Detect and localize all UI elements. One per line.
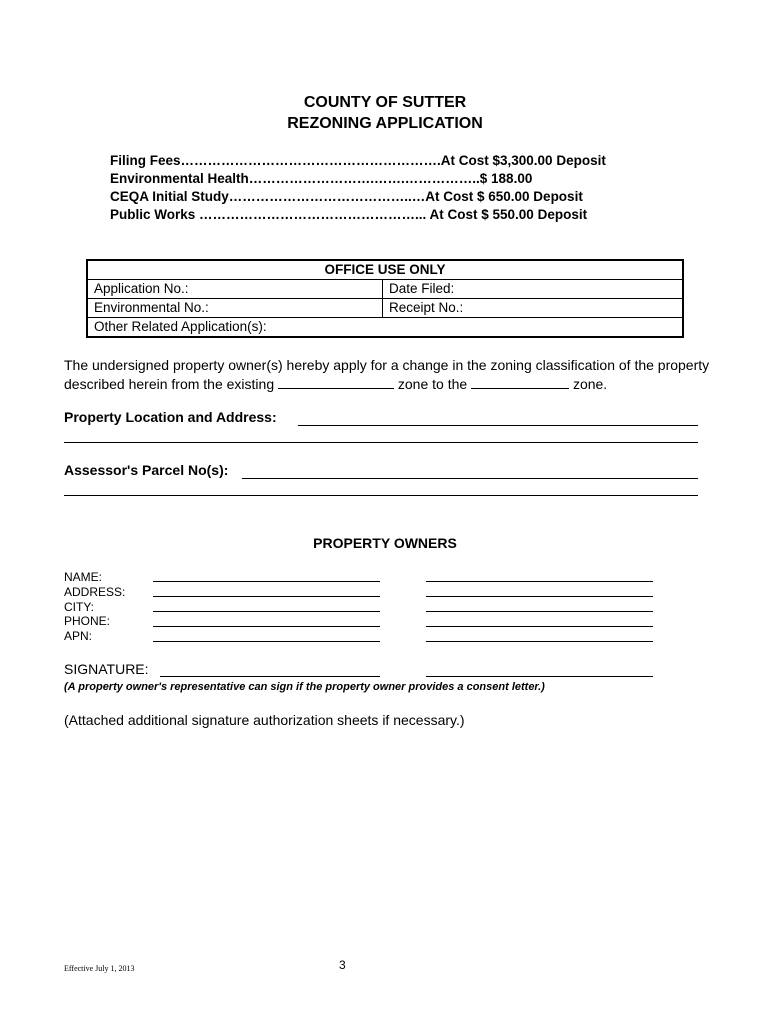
date-filed-field[interactable]: Date Filed: (383, 280, 684, 299)
owner2-name-line[interactable] (426, 581, 653, 582)
owner-address-label: ADDRESS: (64, 585, 126, 599)
signature-label: SIGNATURE: (64, 661, 149, 677)
office-use-heading: OFFICE USE ONLY (87, 260, 683, 280)
environmental-no-field[interactable]: Environmental No.: (87, 299, 383, 318)
assessors-parcel-line[interactable] (242, 478, 698, 479)
assessors-parcel-label: Assessor's Parcel No(s): (64, 462, 229, 478)
owner1-phone-line[interactable] (153, 626, 380, 627)
owner2-apn-line[interactable] (426, 641, 653, 642)
attached-sheets-note: (Attached additional signature authorization sheets if necessary.) (64, 712, 465, 728)
page-number: 3 (339, 958, 346, 972)
statement-text-2: zone to the (394, 376, 472, 392)
form-title: REZONING APPLICATION (287, 115, 483, 132)
owner-name-label: NAME: (64, 570, 103, 584)
owner1-address-line[interactable] (153, 596, 380, 597)
owner2-city-line[interactable] (426, 611, 653, 612)
assessors-parcel-line-2[interactable] (64, 495, 698, 496)
owner1-apn-line[interactable] (153, 641, 380, 642)
application-no-field[interactable]: Application No.: (87, 280, 383, 299)
county-title: COUNTY OF SUTTER (303, 94, 467, 111)
property-location-line[interactable] (298, 425, 698, 426)
property-owners-heading: PROPERTY OWNERS (313, 535, 457, 551)
owner2-signature-line[interactable] (426, 676, 653, 677)
owner-city-label: CITY: (64, 600, 95, 614)
owner-apn-label: APN: (64, 629, 93, 643)
receipt-no-field[interactable]: Receipt No.: (383, 299, 684, 318)
effective-date: Effective July 1, 2013 (64, 964, 135, 973)
owner1-signature-line[interactable] (160, 676, 380, 677)
property-location-label: Property Location and Address: (64, 409, 277, 425)
fee-ceqa: CEQA Initial Study…………………………………..…At Cost $ 650.00 Deposit (110, 189, 583, 204)
signature-note: (A property owner's representative can sign if the property owner provides a consent letter.) (64, 681, 545, 693)
property-location-line-2[interactable] (64, 442, 698, 443)
office-use-table (86, 259, 684, 338)
new-zone-blank[interactable] (471, 376, 569, 389)
owner1-city-line[interactable] (153, 611, 380, 612)
statement-text-3: zone. (569, 376, 608, 392)
owner2-phone-line[interactable] (426, 626, 653, 627)
other-related-applications-field[interactable]: Other Related Application(s): (87, 318, 683, 338)
rezoning-statement (64, 356, 714, 394)
fee-public-works: Public Works …………………………………………... At Cost $ 550.00 Deposit (110, 207, 588, 222)
owner-phone-label: PHONE: (64, 614, 111, 628)
owner1-name-line[interactable] (153, 581, 380, 582)
fee-environmental-health: Environmental Health……………………….…….……………..$ 188.00 (110, 171, 533, 186)
existing-zone-blank[interactable] (278, 376, 394, 389)
owner2-address-line[interactable] (426, 596, 653, 597)
statement-text-1: The undersigned property owner(s) hereby apply for a change in the zoning classification of the property described herein from the existing (64, 357, 710, 392)
fee-filing: Filing Fees………………………………………………….At Cost $3,300.00 Deposit (110, 153, 606, 168)
